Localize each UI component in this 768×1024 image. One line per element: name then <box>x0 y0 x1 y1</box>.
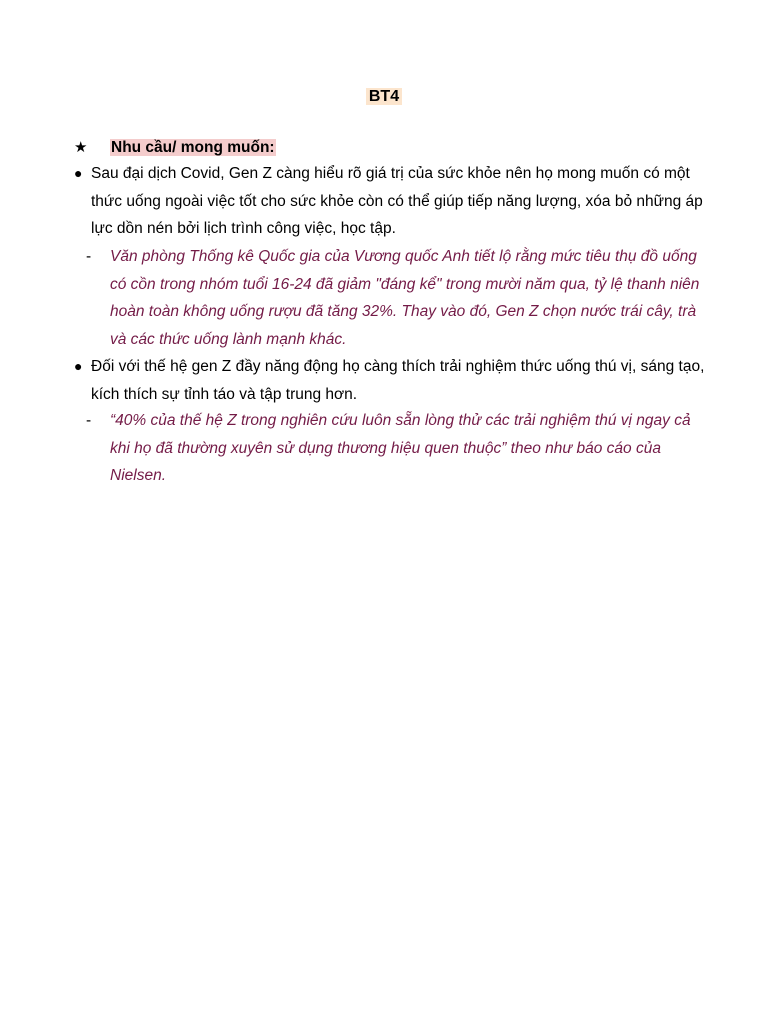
quote-text: “40% của thế hệ Z trong nghiên cứu luôn sẵn lòng thử các trải nghiệm thú vị ngay cả khi họ đã thường xuyên sử dụng thương hiệu quen thuộc” theo như báo cáo của Nielsen. <box>110 412 691 484</box>
dash-icon: - <box>86 248 92 265</box>
star-icon: ★ <box>74 139 88 156</box>
quote-item-1 <box>86 243 714 353</box>
bullet-item-2 <box>74 353 714 408</box>
bullet-dot-icon: ● <box>74 358 83 374</box>
dash-icon: - <box>86 412 92 429</box>
title-text: BT4 <box>366 88 402 105</box>
bullet-item-1 <box>74 160 714 243</box>
bullet-text: Sau đại dịch Covid, Gen Z càng hiểu rõ giá trị của sức khỏe nên họ mong muốn có một thức uống ngoài việc tốt cho sức khỏe còn có thể giúp tiếp năng lượng, xóa bỏ những áp lực dồn nén bởi lịch trình công việc, học tập. <box>91 165 703 237</box>
bullet-text: Đối với thế hệ gen Z đầy năng động họ càng thích trải nghiệm thức uống thú vị, sáng tạo, kích thích sự tỉnh táo và tập trung hơn. <box>91 358 705 403</box>
document-title <box>0 87 768 107</box>
bullet-dot-icon: ● <box>74 165 83 181</box>
quote-item-2 <box>86 407 714 490</box>
quote-text: Văn phòng Thống kê Quốc gia của Vương quốc Anh tiết lộ rằng mức tiêu thụ đồ uống có cồn trong nhóm tuổi 16-24 đã giảm "đáng kể" trong mười năm qua, tỷ lệ thanh niên hoàn toàn không uống rượu đã tăng 32%. Thay vào đó, Gen Z chọn nước trái cây, trà và các thức uống lành mạnh khác. <box>110 248 700 348</box>
section-heading-text: Nhu cầu/ mong muốn: <box>111 139 275 156</box>
section-heading <box>74 138 714 158</box>
